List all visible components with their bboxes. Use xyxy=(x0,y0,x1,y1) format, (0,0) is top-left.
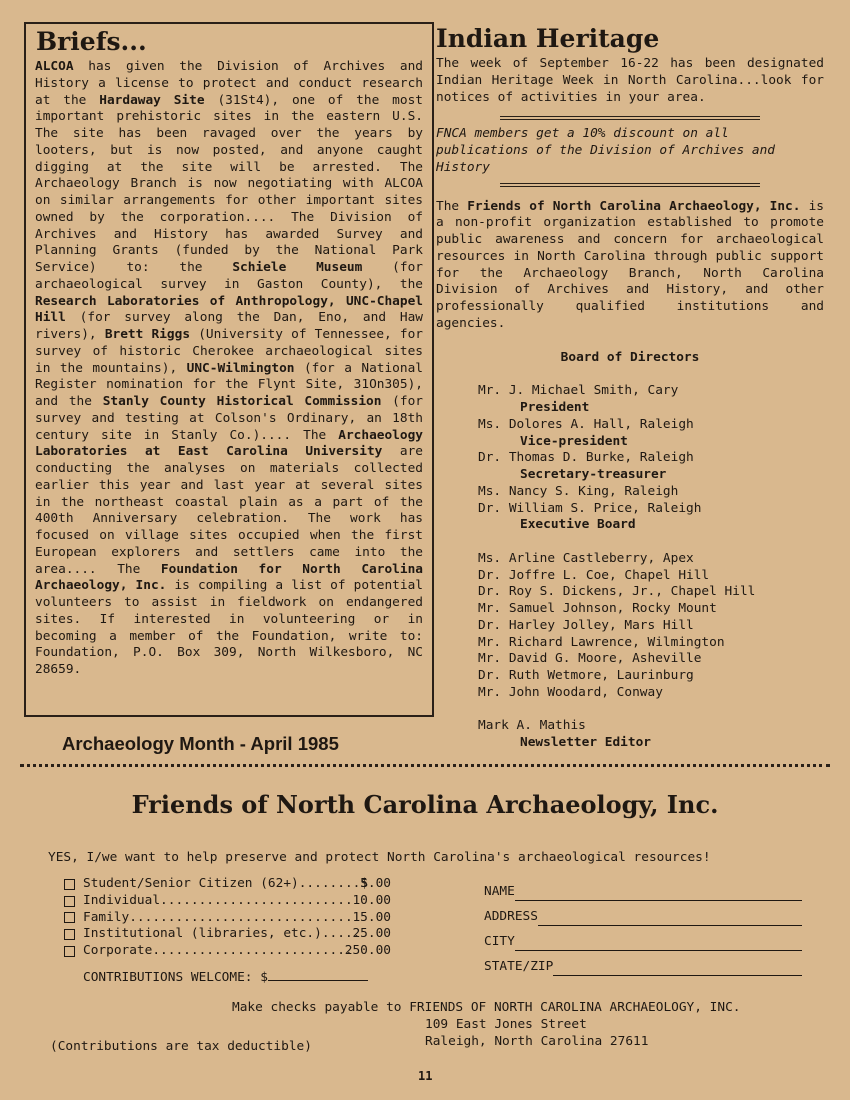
form-field-city[interactable] xyxy=(484,926,802,951)
tier-checkbox[interactable] xyxy=(64,912,75,923)
tax-note: (Contributions are tax deductible) xyxy=(50,1039,312,1054)
briefs-text xyxy=(35,59,423,679)
bold-run: Stanly County Historical Commission xyxy=(102,394,382,409)
mailing-address xyxy=(425,1017,648,1051)
tier-label: Student/Senior Citizen (62+)........$ xyxy=(83,876,369,891)
field-input-line[interactable] xyxy=(515,940,802,951)
tier-price: 25.00 xyxy=(352,926,391,942)
form-title: Friends of North Carolina Archaeology, Inc. xyxy=(131,790,719,819)
text-run: is a non-profit organization established to promote public awareness and concern for archaeological resources in North Carolina through public support for the Archaeology Branch, North Carolina Division of Archives and History, and other professionally qualified institutions and agencies. xyxy=(436,198,824,331)
text-run: (31St4), one of the most important prehistoric sites in the eastern U.S. The site has been ravaged over the years by looters, but is now posted, and anyone caught digging at the site will be arrested. The Archaeology Branch is now negotiating with ALCOA on similar arrangements for other important sites owned by the corporation.... The Division of Archives and History has awarded Survey and Planning Grants (funded by the National Park Service) to: the xyxy=(35,92,423,275)
board-role: President xyxy=(520,400,590,415)
bold-run: Hardaway Site xyxy=(99,92,205,108)
text-run: The xyxy=(436,198,468,214)
board-member: Ms. Arline Castleberry, Apex xyxy=(478,550,694,566)
bold-run: ALCOA xyxy=(35,59,74,74)
tier-checkbox[interactable] xyxy=(64,929,75,940)
membership-tier[interactable] xyxy=(64,943,391,960)
board-member: Mr. John Woodard, Conway xyxy=(478,684,663,700)
membership-tier[interactable] xyxy=(64,876,391,893)
bold-run: Foundation for North Carolina Archaeology, Inc. xyxy=(35,561,423,594)
board-title: Board of Directors xyxy=(560,349,700,365)
board-role: Vice-president xyxy=(520,433,628,449)
editor-name: Mark A. Mathis xyxy=(478,718,586,734)
briefs-title: Briefs... xyxy=(36,27,147,56)
field-label: NAME xyxy=(484,884,515,900)
board-member: Mr. Richard Lawrence, Wilmington xyxy=(478,634,725,650)
board-role: Executive Board xyxy=(520,517,636,533)
bold-run: Brett Riggs xyxy=(104,327,191,342)
indian-heritage-title: Indian Heritage xyxy=(436,24,660,53)
board-member: Mr. Samuel Johnson, Rocky Mount xyxy=(478,601,717,616)
text-run: (for survey along the Dan, Eno, and Haw rivers), xyxy=(35,310,423,342)
bold-run: Friends of North Carolina Archaeology, Inc. xyxy=(467,198,801,214)
tier-label: Family............................. xyxy=(83,909,353,925)
board-list xyxy=(478,383,824,752)
tier-label: Individual......................... xyxy=(83,892,353,908)
tier-label: Institutional (libraries, etc.)..... xyxy=(83,926,361,942)
board-member: Dr. William S. Price, Raleigh xyxy=(478,500,702,516)
membership-tier[interactable] xyxy=(64,910,391,927)
field-input-line[interactable] xyxy=(538,915,802,926)
address-line-1: 109 East Jones Street xyxy=(425,1017,587,1032)
bold-run: Schiele Museum xyxy=(232,260,363,275)
text-run: (for survey and testing at Colson's Ordinary, an 18th century site in Stanly Co.).... The xyxy=(35,394,424,443)
field-input-line[interactable] xyxy=(515,890,802,901)
board-member: Ms. Nancy S. King, Raleigh xyxy=(478,483,679,499)
bold-run: UNC-Wilmington xyxy=(186,360,295,376)
text-run: (University of Tennessee, for survey of historic Cherokee archaeological sites in the mountains), xyxy=(35,327,424,376)
dotted-separator xyxy=(20,764,830,767)
board-member: Mr. David G. Moore, Asheville xyxy=(478,651,702,667)
yes-line: YES, I/we want to help preserve and protect North Carolina's archaeological resources! xyxy=(48,850,711,865)
indian-heritage-text: The week of September 16-22 has been designated Indian Heritage Week in North Carolina...look for notices of activities in your area. xyxy=(436,56,824,105)
field-label: STATE/ZIP xyxy=(484,959,554,975)
text-run: is compiling a list of potential volunteers to assist in fieldwork on endangered sites. If interested in volunteering or in becoming a member of the Foundation, write to: Foundation, P.O. Box 309, North Wilkesboro, NC 28659. xyxy=(35,578,423,677)
text-run: has given the Division of Archives and History a license to protect and conduct research at the xyxy=(35,59,423,108)
membership-tier[interactable] xyxy=(64,893,391,910)
board-member: Dr. Joffre L. Coe, Chapel Hill xyxy=(478,567,710,583)
friends-description xyxy=(436,199,824,333)
board-role: Secretary-treasurer xyxy=(520,467,667,482)
field-label: CITY xyxy=(484,934,515,950)
tier-price: 5.00 xyxy=(360,876,391,891)
editor-role: Newsletter Editor xyxy=(520,735,651,750)
bold-run: Archaeology Laboratories at East Carolina University xyxy=(35,427,423,460)
contributions-line xyxy=(83,968,368,987)
field-input-line[interactable] xyxy=(553,965,802,976)
tier-price: 10.00 xyxy=(352,892,391,908)
form-field-address[interactable] xyxy=(484,901,802,926)
text-run: (for a National Register nomination for the Flynt Site, 31On305), and the xyxy=(35,360,423,409)
address-line-2: Raleigh, North Carolina 27611 xyxy=(425,1033,649,1049)
membership-tiers xyxy=(64,876,391,960)
page-number: 11 xyxy=(418,1069,433,1083)
payable-line: Make checks payable to FRIENDS OF NORTH CAROLINA ARCHAEOLOGY, INC. xyxy=(232,1000,741,1015)
board-member: Mr. J. Michael Smith, Cary xyxy=(478,383,679,399)
discount-note: FNCA members get a 10% discount on all publications of the Division of Archives and History xyxy=(436,126,775,175)
tier-price: 15.00 xyxy=(352,909,391,925)
right-column xyxy=(436,24,824,752)
address-fields xyxy=(484,876,802,976)
board-member: Dr. Ruth Wetmore, Laurinburg xyxy=(478,668,694,683)
form-field-name[interactable] xyxy=(484,876,802,901)
briefs-box xyxy=(24,22,434,717)
tier-checkbox[interactable] xyxy=(64,879,75,890)
tier-checkbox[interactable] xyxy=(64,896,75,907)
contributions-label: CONTRIBUTIONS WELCOME: $ xyxy=(83,970,268,985)
contributions-amount-field[interactable] xyxy=(268,968,368,981)
membership-tier[interactable] xyxy=(64,926,391,943)
tier-checkbox[interactable] xyxy=(64,946,75,957)
board-member: Dr. Thomas D. Burke, Raleigh xyxy=(478,450,694,466)
tier-price: 250.00 xyxy=(344,943,391,958)
archaeology-month-title: Archaeology Month - April 1985 xyxy=(62,733,339,754)
form-field-state-zip[interactable] xyxy=(484,951,802,976)
board-member: Dr. Harley Jolley, Mars Hill xyxy=(478,617,694,633)
text-run: are conducting the analyses on materials collected earlier this year and last year at several sites in the northeast coastal plain as a part of the 400th Anniversary celebration. The work has focused on village sites occupied when the first European explorers and settlers came into the area.... The xyxy=(35,444,423,577)
board-member: Ms. Dolores A. Hall, Raleigh xyxy=(478,416,694,432)
field-label: ADDRESS xyxy=(484,909,538,925)
board-member: Dr. Roy S. Dickens, Jr., Chapel Hill xyxy=(478,584,756,600)
text-run: (for archaeological survey in Gaston County), the xyxy=(35,260,423,292)
tier-label: Corporate.......................... xyxy=(83,943,353,958)
bold-run: Research Laboratories of Anthropology, UNC-Chapel Hill xyxy=(35,293,423,326)
rule-divider xyxy=(500,116,760,120)
rule-divider xyxy=(500,183,760,187)
